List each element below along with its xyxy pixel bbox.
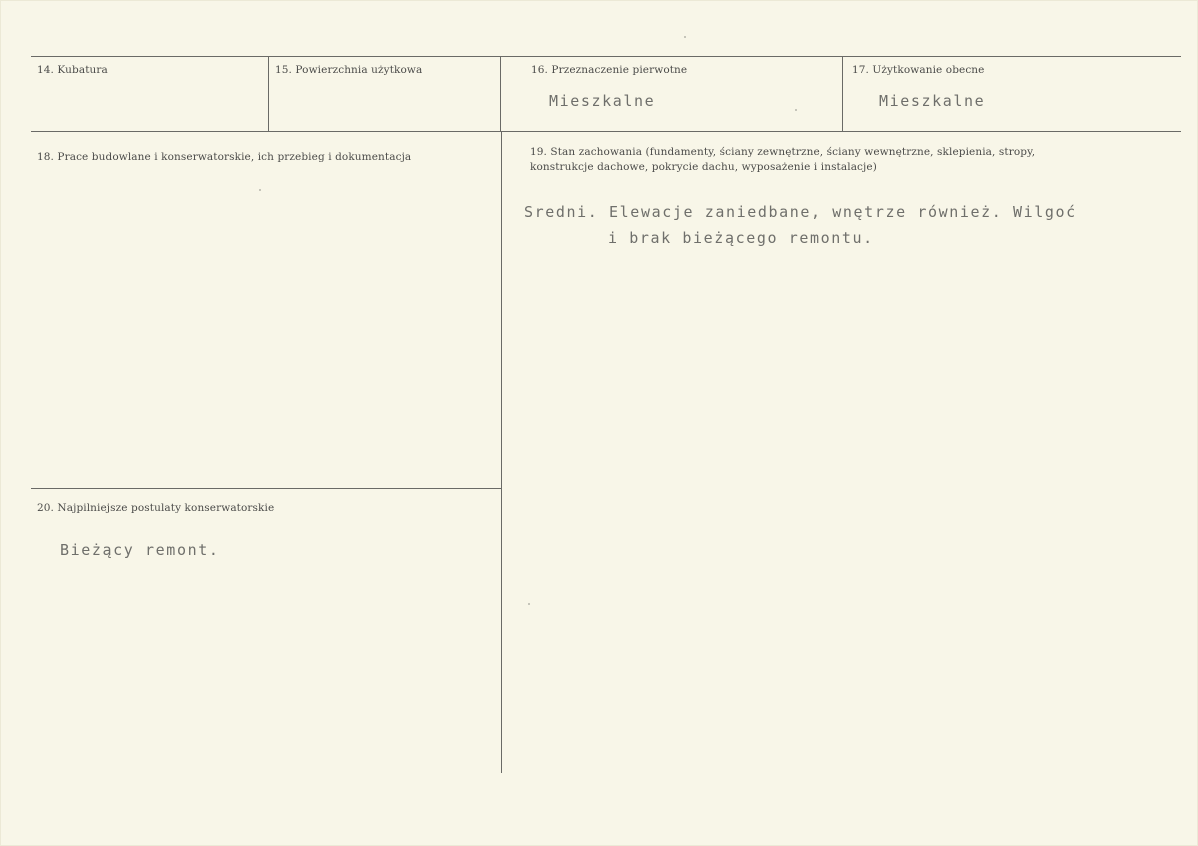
field-16-value: Mieszkalne	[549, 92, 656, 110]
field-17-label: 17. Użytkowanie obecne	[852, 64, 985, 76]
field-18-label: 18. Prace budowlane i konserwatorskie, ich przebieg i dokumentacja	[37, 151, 412, 163]
paper-speck	[259, 189, 261, 191]
divider-15-16	[500, 56, 501, 131]
top-rule	[31, 56, 1181, 57]
divider-16-17	[842, 56, 843, 131]
field-20-label: 20. Najpilniejsze postulaty konserwatorskie	[37, 502, 275, 514]
divider-main	[501, 131, 502, 773]
field-14-label: 14. Kubatura	[37, 64, 108, 76]
divider-14-15	[268, 56, 269, 131]
field-17-value: Mieszkalne	[879, 92, 986, 110]
middle-rule	[31, 131, 1181, 132]
lower-left-rule	[31, 488, 501, 489]
field-16-label: 16. Przeznaczenie pierwotne	[531, 64, 688, 76]
paper-speck	[795, 109, 797, 111]
paper-speck	[684, 36, 686, 38]
paper-speck	[528, 603, 530, 605]
field-19-value-line2: i brak bieżącego remontu.	[608, 229, 874, 247]
field-19-value-line1: Sredni. Elewacje zaniedbane, wnętrze również. Wilgoć	[524, 203, 1077, 221]
field-20-value: Bieżący remont.	[60, 541, 220, 559]
field-15-label: 15. Powierzchnia użytkowa	[275, 64, 423, 76]
field-19-label: 19. Stan zachowania (fundamenty, ściany zewnętrzne, ściany wewnętrzne, sklepienia, stropy, konstrukcje dachowe, pokrycie dachu, wyposażenie i instalacje)	[530, 146, 1036, 173]
